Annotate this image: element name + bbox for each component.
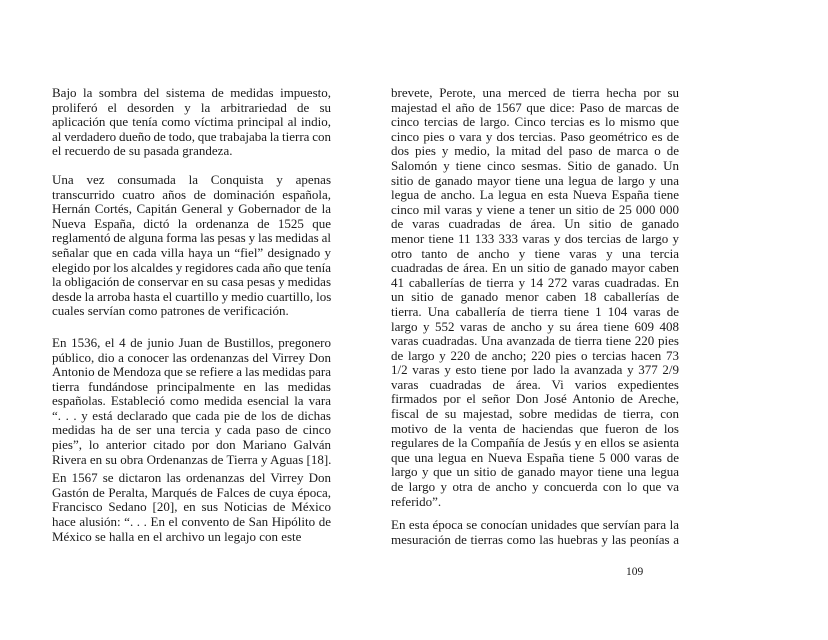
text-line: menor tiene 11 133 333 varas y dos tercias de largo y (391, 231, 679, 246)
text-line: Gastón de Peralta, Marqués de Falces de cuya época, (52, 485, 331, 500)
text-line: legua de ancho. La legua en esta Nueva España tiene (391, 188, 679, 203)
text-line: Antonio de Mendoza que se refiere a las medidas para (52, 365, 331, 380)
text-line: firmados por el señor Don José Antonio de Areche, (391, 392, 679, 407)
text-line: fiscal de su majestad, sobre medidas de tierra, con (391, 407, 679, 422)
text-line: de largo y 220 de ancho; 220 pies o tercias hacen 73 (391, 348, 679, 363)
text-line: 1/2 varas y esto tiene por lado la avanzada y 377 2/9 (391, 363, 679, 378)
text-line: medidas ha de ser una tercia y cada paso de cinco (52, 423, 331, 438)
text-line: México se halla en el archivo un legajo con este (52, 529, 302, 544)
paragraph-right-2 (391, 518, 679, 547)
text-line: cinco tercias de largo. Cinco tercias es lo mismo que (391, 115, 679, 130)
text-line: mesuración de tierras como las huebras y las peonías a (391, 532, 679, 547)
text-line: de largo y otra de ancho y concuerda con lo que va (391, 480, 679, 495)
text-line: elegido por los alcaldes y regidores cada año que tenía (52, 260, 331, 275)
text-line: En esta época se conocían unidades que servían para la (391, 518, 679, 533)
text-line: tierra fundándose principalmente en las medidas (52, 379, 331, 394)
text-line: público, dio a conocer las ordenanzas del Virrey Don (52, 350, 331, 365)
text-line: reglamentó de alguna forma las pesas y las medidas al (52, 231, 331, 246)
text-line: un sitio de ganado menor caben 18 caballerías de (391, 290, 679, 305)
text-line: motivo de la venta de haciendas que fueron de los (391, 421, 679, 436)
text-line: En 1536, el 4 de junio Juan de Bustillos, pregonero (52, 335, 331, 350)
paragraph-right-1 (391, 86, 679, 509)
text-line: En 1567 se dictaron las ordenanzas del Virrey Don (52, 471, 331, 486)
text-line: Una vez consumada la Conquista y apenas (52, 172, 331, 187)
text-line: Bajo la sombra del sistema de medidas impuesto, (52, 86, 331, 100)
text-line: transcurrido cuatro años de dominación española, (52, 187, 331, 202)
text-line: brevete, Perote, una merced de tierra hecha por su (391, 86, 679, 100)
text-line: largo y que un sitio de ganado mayor tiene una legua (391, 465, 679, 480)
text-line: Francisco Sedano [20], en sus Noticias de México (52, 500, 331, 515)
text-line: regulares de la Compañía de Jesús y en ellos se asienta (391, 436, 679, 451)
text-line: de varas cuadradas de área. Un sitio de ganado (391, 217, 679, 232)
paragraph-left-3 (52, 336, 331, 467)
text-line: pies”, lo anterior citado por don Mariano Galván (52, 438, 331, 453)
text-line: Nueva España, dictó la ordenanza de 1525 que (52, 216, 331, 231)
text-line: españolas. Estableció como medida esencial la vara (52, 394, 331, 409)
text-line: otro tanto de ancho y tiene varas y una tercia (391, 246, 679, 261)
text-line: cinco mil varas y viene a tener un sitio de 25 000 000 (391, 202, 679, 217)
text-line: cinco pies o vara y dos tercias. Paso geométrico es de (391, 129, 679, 144)
paragraph-left-1 (52, 86, 331, 159)
text-line: cuales servían como patrones de verificación. (52, 304, 289, 319)
text-line: señalar que en cada villa haya un “fiel” designado y (52, 245, 331, 260)
text-line: cuadradas de área. En un sitio de ganado mayor caben (391, 261, 679, 276)
text-line: desde la arroba hasta el cuartillo y medio cuartillo, los (52, 289, 331, 304)
text-line: sitio de ganado mayor tiene una legua de largo y una (391, 173, 679, 188)
text-line: “. . . y está declarado que cada pie de los de dichas (52, 408, 331, 423)
text-line: varas cuadradas de área. Vi varios expedientes (391, 377, 679, 392)
text-line: aplicación que tenía como víctima principal al indio, (52, 115, 331, 130)
paragraph-left-2 (52, 173, 331, 319)
text-line: que una legua en Nueva España tiene 5 000 varas de (391, 450, 679, 465)
text-line: varas cuadradas. Una avanzada de tierra tiene 220 pies (391, 334, 679, 349)
text-line: Hernán Cortés, Capitán General y Gobernador de la (52, 202, 331, 217)
page-number: 109 (626, 566, 644, 578)
text-line: referido”. (391, 494, 442, 509)
text-line: Rivera en su obra Ordenanzas de Tierra y Aguas [18]. (52, 452, 331, 467)
text-line: proliferó el desorden y la arbitrariedad de su (52, 100, 331, 115)
text-line: tierra. Una caballería de tierra tiene 1 104 varas de (391, 304, 679, 319)
text-line: al verdadero dueño de todo, que trabajaba la tierra con (52, 129, 331, 144)
text-line: la obligación de conservar en su casa pesas y medidas (52, 275, 331, 290)
text-line: largo y 552 varas de ancho y su área tiene 609 408 (391, 319, 679, 334)
text-line: el recuerdo de su pasada grandeza. (52, 144, 233, 159)
text-line: majestad el año de 1567 que dice: Paso de marcas de (391, 100, 679, 115)
paragraph-left-4 (52, 471, 331, 544)
text-line: hace alusión: “. . . En el convento de San Hipólito de (52, 515, 331, 530)
right-column (391, 86, 679, 547)
text-line: Salomón y tiene cinco sesmas. Sitio de ganado. Un (391, 158, 679, 173)
text-line: 41 caballerías de tierra y 14 272 varas cuadradas. En (391, 275, 679, 290)
left-column (52, 86, 331, 544)
text-line: dos pies y medio, la mitad del paso de marca o de (391, 144, 679, 159)
